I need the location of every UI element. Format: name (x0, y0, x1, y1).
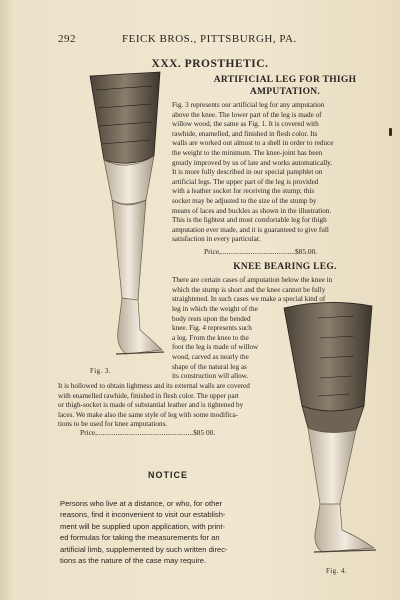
notice-line: ment will be supplied upon application, with print- (60, 521, 226, 531)
article1-line: This is the lightest and most comfortable leg for thigh (172, 216, 327, 225)
article1-line: greatly improved by us of late and works automatically. (172, 158, 333, 167)
article2-line: its construction will allow. (172, 372, 249, 381)
article1-line: Fig. 3 represents our artificial leg for any amputation (172, 101, 325, 109)
notice-line: artificial limb, supplemented by such written direc- (60, 544, 228, 554)
article2-text-narrow (172, 305, 285, 382)
article2-line: It is hollowed to obtain lightness and its external walls are covered (58, 382, 250, 390)
article2-line: There are certain cases of amputation below the knee in (172, 276, 333, 284)
notice-line: tions as the nature of the case may require. (60, 556, 207, 566)
artificial-thigh-leg-illustration (82, 68, 172, 368)
article2-title: KNEE BEARING LEG. (233, 262, 337, 272)
article2-line: which the stump is short and the knee cannot be fully (172, 285, 326, 294)
article2-price: Price,....................................................$85 00. (80, 428, 216, 437)
article2-line: knee. Fig. 4 represents such (172, 324, 252, 333)
article1-line: rawhide, enamelled, and finished in flesh color. Its (172, 129, 318, 138)
running-title: FEICK BROS., PITTSBURGH, PA. (122, 33, 297, 45)
article2-text-bottom (58, 382, 280, 430)
article2-line: leg in which the weight of the (172, 305, 258, 313)
article2-line: a leg. From the knee to the (172, 333, 249, 342)
notice-title: NOTICE (148, 470, 189, 480)
article1-line: walls are worked out almost to a shell in order to reduce (172, 139, 334, 148)
article1-line: willow wood, the same as Fig. 1. It is covered with (172, 120, 319, 129)
article1-line: the weight to the minimum. The knee-joint has been (172, 148, 323, 157)
notice-line: reasons, find it inconvenient to visit our establish- (60, 510, 226, 520)
article1-line: with a leather socket for receiving the stump; this (172, 187, 315, 196)
article1-line: above the knee. The lower part of the leg is made of (172, 110, 322, 119)
article1-text (172, 101, 384, 245)
fig4-label: Fig. 4. (326, 568, 348, 575)
article2-line: with enamelled rawhide, finished in flesh color. The upper part (58, 391, 239, 400)
article2-line: shape of the natural leg as (172, 362, 247, 371)
article1-line: socket may be adjusted to the size of the stump by (172, 196, 317, 205)
page-number: 292 (58, 33, 76, 45)
page-mark (389, 128, 392, 136)
notice-line: Persons who live at a distance, or who, for other (60, 499, 223, 508)
article1-price: Price,........................................$85.00. (204, 247, 318, 256)
notice-text (60, 498, 296, 566)
article2-line: wood, carved as nearly the (172, 352, 249, 361)
article1-line: artificial legs. The upper part of the leg is provided (172, 177, 319, 186)
article2-line: body rests upon the bended (172, 314, 251, 323)
article1-line: amputation ever made, and it is guaranteed to give full (172, 225, 329, 234)
section-title: XXX. PROSTHETIC. (151, 58, 269, 70)
article1-title-line2: AMPUTATION. (249, 87, 321, 97)
article2-line: straightened. In such cases we make a special kind of (172, 295, 326, 304)
article1-line: It is more fully described in our special pamphlet on (172, 168, 323, 177)
notice-line: ed formulas for taking the measurements for an (60, 533, 220, 543)
article2-line: laces. We make also the same style of leg with some modifica- (58, 410, 239, 419)
article2-line: foot the leg is made of willow (172, 343, 259, 352)
fig3-label: Fig. 3. (90, 368, 112, 375)
article1-line: means of laces and buckles as shown in the illustration. (172, 206, 332, 215)
article2-line: or thigh-socket is made of substantial leather and is tightened by (58, 401, 244, 410)
article1-line: satisfaction in every particular. (172, 235, 261, 244)
article2-line: tions to be used for knee amputations. (58, 420, 168, 429)
article1-title-line1: ARTIFICIAL LEG FOR THIGH (213, 75, 357, 85)
